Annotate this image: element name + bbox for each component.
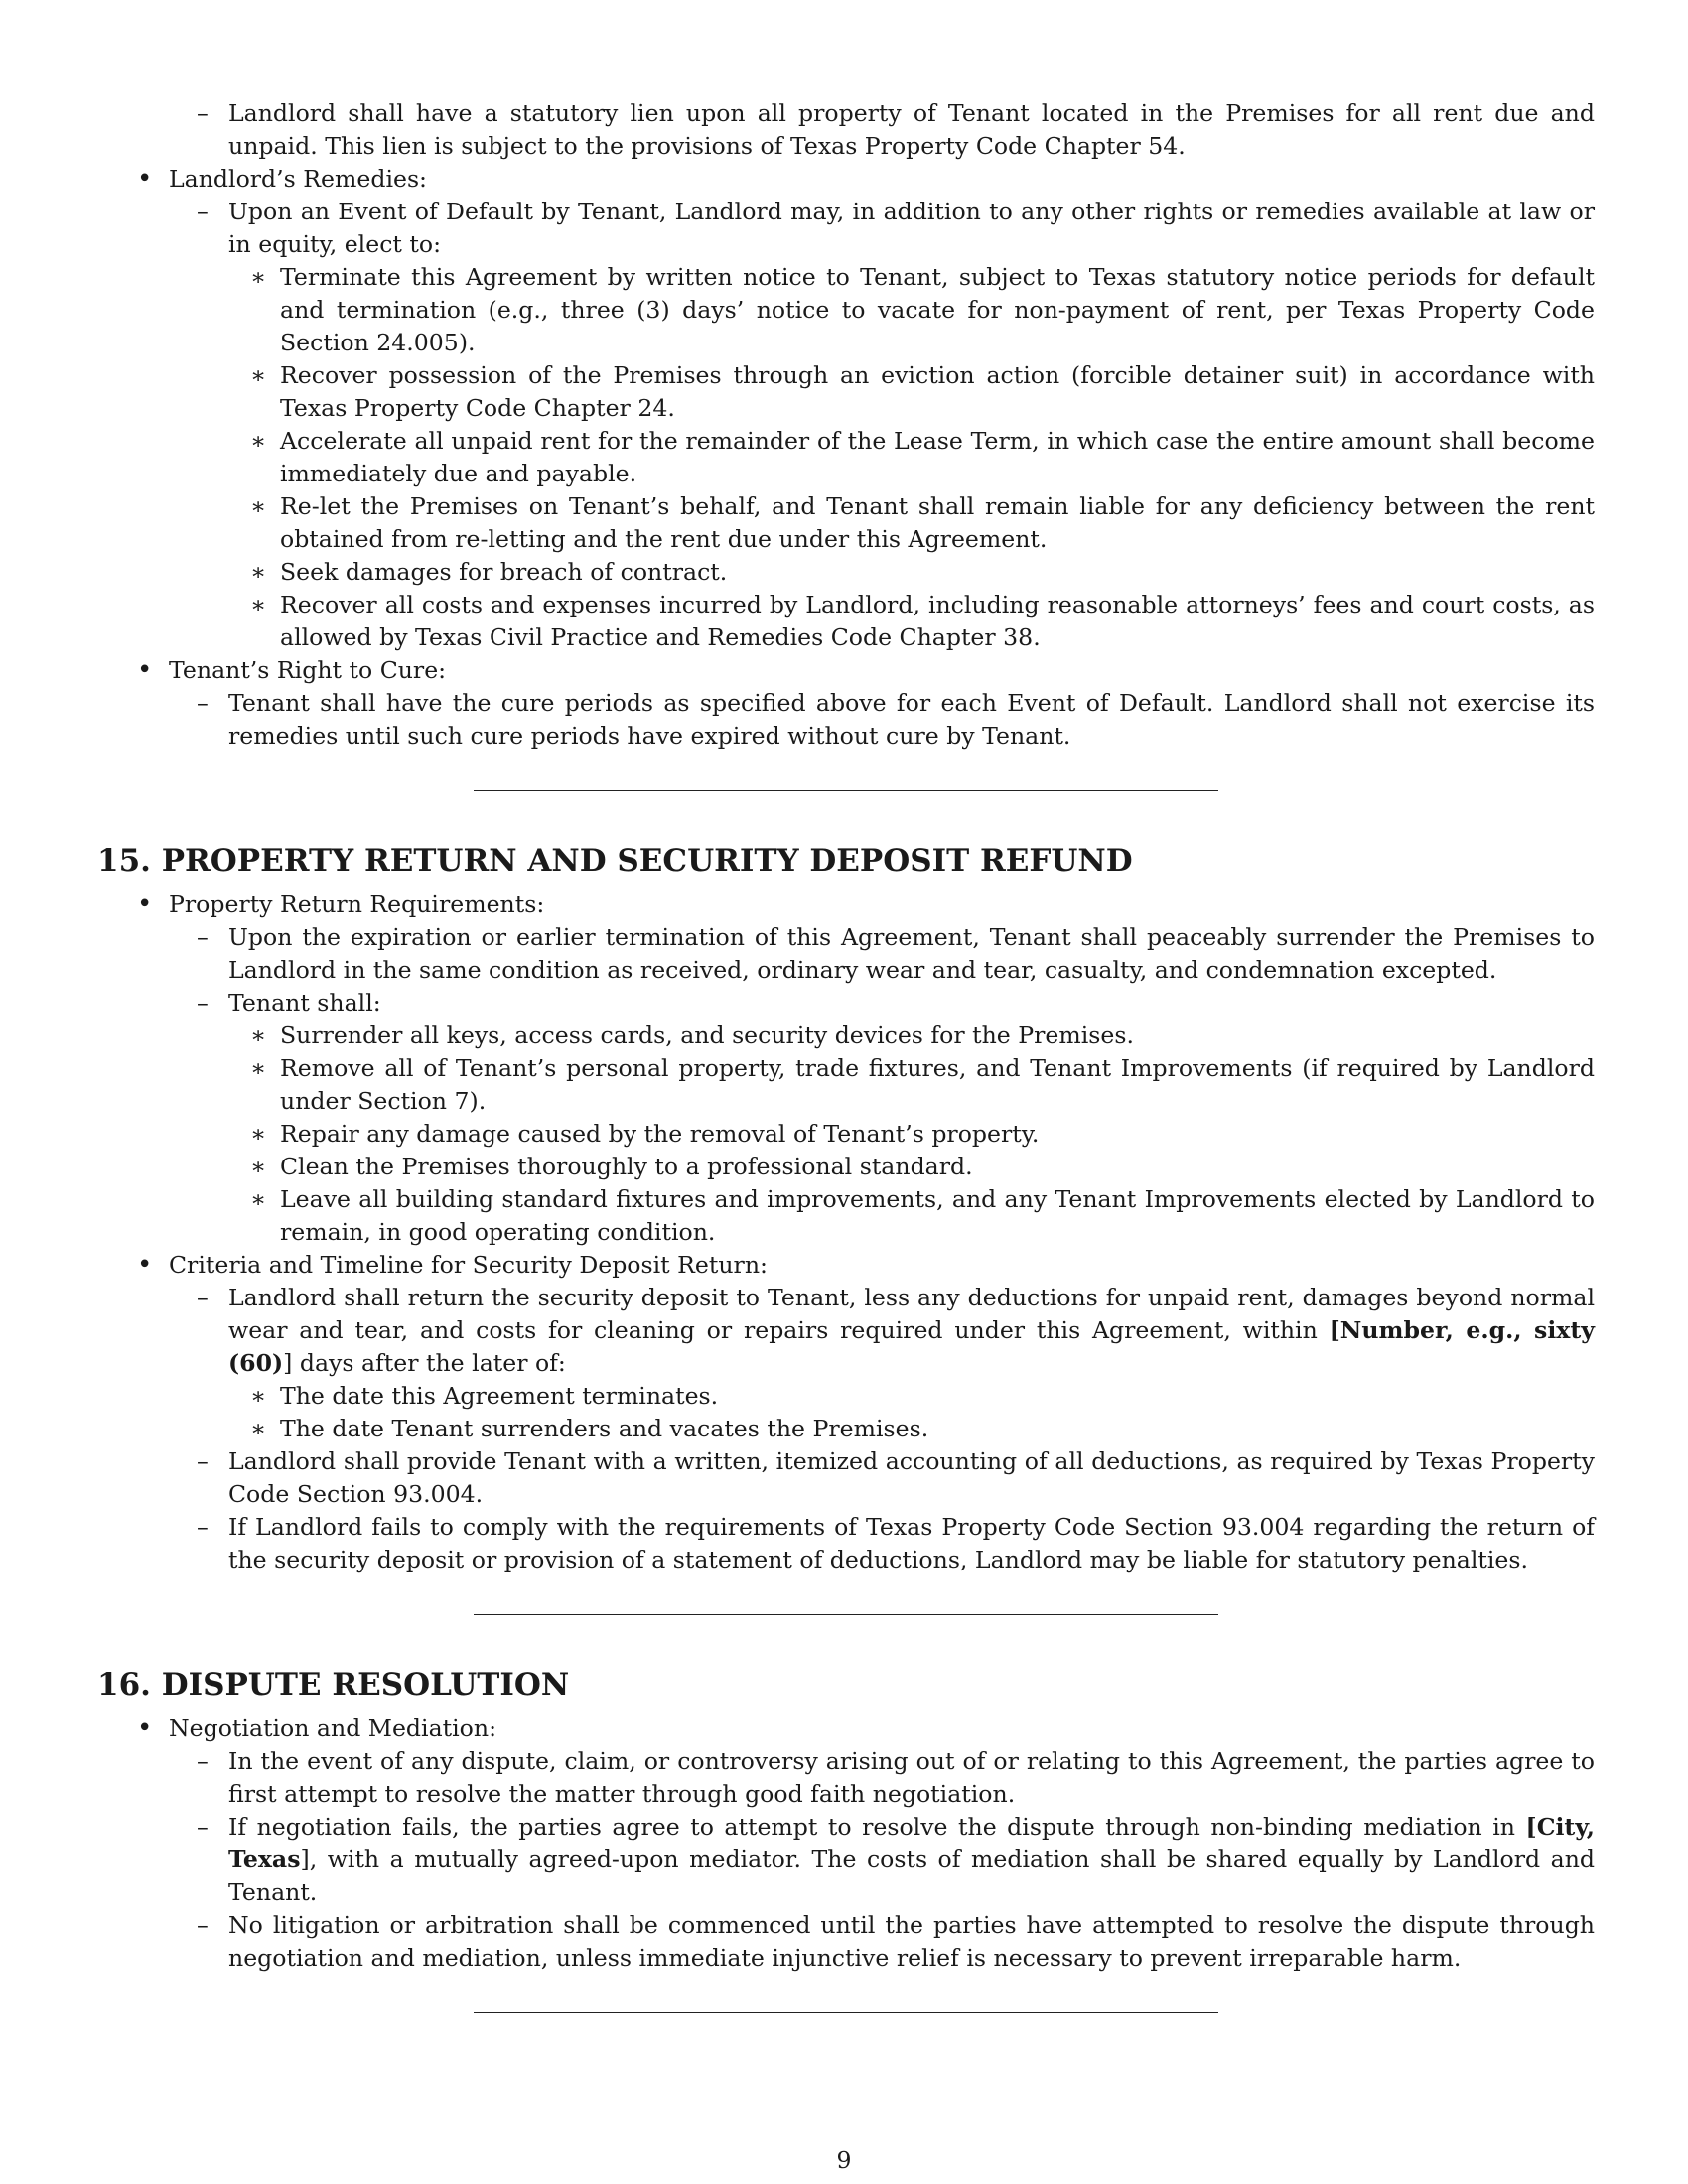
dash-bullet: – (197, 99, 209, 127)
list-item: ∗ Recover all costs and expenses incurred by Landlord, including reasonable attorneys’ fees and court costs, as allowed by Texas Civil Practice and Remedies Code Chapter 38. (250, 591, 1595, 651)
dash-bullet: – (197, 1813, 209, 1841)
list-item: ∗ Terminate this Agreement by written notice to Tenant, subject to Texas statutory notice periods for default and termination (e.g., three (3) days’ notice to vacate for non-payment of rent, per Texas Property Code Section 24.005). (250, 263, 1595, 356)
dot-bullet: • (137, 889, 153, 919)
dash-bullet: – (197, 1513, 209, 1541)
dash-bullet: – (197, 1284, 209, 1311)
list-item: • Criteria and Timeline for Security Deposit Return: (137, 1250, 768, 1280)
dash-bullet: – (197, 1447, 209, 1475)
list-item: – Upon an Event of Default by Tenant, Landlord may, in addition to any other rights or remedies available at law or in equity, elect to: (197, 198, 1595, 258)
asterisk-bullet: ∗ (250, 1382, 267, 1410)
section-divider (474, 790, 1218, 791)
asterisk-bullet: ∗ (250, 1415, 267, 1442)
dash-bullet: – (197, 923, 209, 951)
list-item: – Landlord shall return the security deposit to Tenant, less any deductions for unpaid rent, damages beyond normal wear and tear, and costs for cleaning or repairs required under this Agreement, within [Number, e.g., sixty (60)] days after the later of: (197, 1284, 1595, 1377)
placeholder-days: [Number, e.g., sixty (60) (228, 1316, 1595, 1377)
dash-bullet: – (197, 198, 209, 225)
asterisk-bullet: ∗ (250, 427, 267, 455)
section-divider (474, 1614, 1218, 1615)
asterisk-bullet: ∗ (250, 263, 267, 291)
list-item: ∗ Accelerate all unpaid rent for the remainder of the Lease Term, in which case the entire amount shall become immediately due and payable. (250, 427, 1595, 487)
dash-bullet: – (197, 1747, 209, 1775)
dot-bullet: • (137, 1250, 153, 1280)
list-item: – In the event of any dispute, claim, or controversy arising out of or relating to this Agreement, the parties agree to first attempt to resolve the matter through good faith negotiation. (197, 1747, 1595, 1808)
list-item: – Upon the expiration or earlier termination of this Agreement, Tenant shall peaceably surrender the Premises to Landlord in the same condition as received, ordinary wear and tear, casualty, and condemnation excepted. (197, 923, 1595, 984)
section-16-heading: 16. DISPUTE RESOLUTION (97, 1667, 570, 1703)
section-divider (474, 2012, 1218, 2013)
list-item: ∗ Repair any damage caused by the removal of Tenant’s property. (97, 1118, 1595, 1151)
list-item: – Tenant shall: (97, 987, 1595, 1020)
dot-bullet: • (137, 1713, 153, 1743)
placeholder-city: [City, Texas (228, 1813, 1595, 1873)
dot-bullet: • (137, 164, 153, 194)
list-item: ∗ Surrender all keys, access cards, and security devices for the Premises. (97, 1020, 1595, 1052)
page-number: 9 (836, 2146, 852, 2174)
list-item: ∗ Clean the Premises thoroughly to a professional standard. (97, 1151, 1595, 1183)
asterisk-bullet: ∗ (250, 1153, 267, 1180)
list-item: ∗ Remove all of Tenant’s personal property, trade fixtures, and Tenant Improvements (if required by Landlord under Section 7). (250, 1054, 1595, 1115)
list-item: – Landlord shall have a statutory lien upon all property of Tenant located in the Premises for all rent due and unpaid. This lien is subject to the provisions of Texas Property Code Chapter 54. (197, 99, 1595, 160)
asterisk-bullet: ∗ (250, 1120, 267, 1148)
dash-bullet: – (197, 1911, 209, 1939)
asterisk-bullet: ∗ (250, 492, 267, 520)
dash-bullet: – (197, 689, 209, 717)
page-content (97, 97, 1595, 2013)
list-item: ∗ Seek damages for breach of contract. (97, 556, 1595, 589)
section-15-heading: 15. PROPERTY RETURN AND SECURITY DEPOSIT REFUND (97, 843, 1133, 879)
asterisk-bullet: ∗ (250, 591, 267, 618)
list-item: ∗ The date Tenant surrenders and vacates the Premises. (97, 1413, 1595, 1445)
list-item: – Landlord shall provide Tenant with a written, itemized accounting of all deductions, as required by Texas Property Code Section 93.004. (197, 1447, 1595, 1508)
asterisk-bullet: ∗ (250, 558, 267, 586)
asterisk-bullet: ∗ (250, 1054, 267, 1082)
list-item: – If negotiation fails, the parties agree to attempt to resolve the dispute through non-binding mediation in [City, Texas], with a mutually agreed-upon mediator. The costs of mediation shall be shared equally by Landlord and Tenant. (197, 1813, 1595, 1906)
asterisk-bullet: ∗ (250, 361, 267, 389)
list-item: ∗ Leave all building standard fixtures and improvements, and any Tenant Improvements elected by Landlord to remain, in good operating condition. (250, 1185, 1595, 1246)
list-item: – Tenant shall have the cure periods as specified above for each Event of Default. Landlord shall not exercise its remedies until such cure periods have expired without cure by Tenant. (197, 689, 1595, 750)
list-item: – No litigation or arbitration shall be commenced until the parties have attempted to resolve the dispute through negotiation and mediation, unless immediate injunctive relief is necessary to prevent irreparable harm. (197, 1911, 1595, 1972)
list-item: ∗ Recover possession of the Premises through an eviction action (forcible detainer suit) in accordance with Texas Property Code Chapter 24. (250, 361, 1595, 422)
list-item: • Tenant’s Right to Cure: (137, 655, 447, 685)
list-item: • Property Return Requirements: (137, 889, 545, 919)
list-item: – If Landlord fails to comply with the requirements of Texas Property Code Section 93.004 regarding the return of the security deposit or provision of a statement of deductions, Landlord may be liable for statutory penalties. (197, 1513, 1595, 1573)
asterisk-bullet: ∗ (250, 1022, 267, 1049)
list-item: ∗ The date this Agreement terminates. (97, 1380, 1595, 1413)
dot-bullet: • (137, 655, 153, 685)
list-item: • Landlord’s Remedies: (137, 164, 428, 194)
list-item: ∗ Re-let the Premises on Tenant’s behalf, and Tenant shall remain liable for any deficiency between the rent obtained from re-letting and the rent due under this Agreement. (250, 492, 1595, 553)
list-item: • Negotiation and Mediation: (137, 1713, 497, 1743)
asterisk-bullet: ∗ (250, 1185, 267, 1213)
dash-bullet: – (197, 989, 209, 1017)
